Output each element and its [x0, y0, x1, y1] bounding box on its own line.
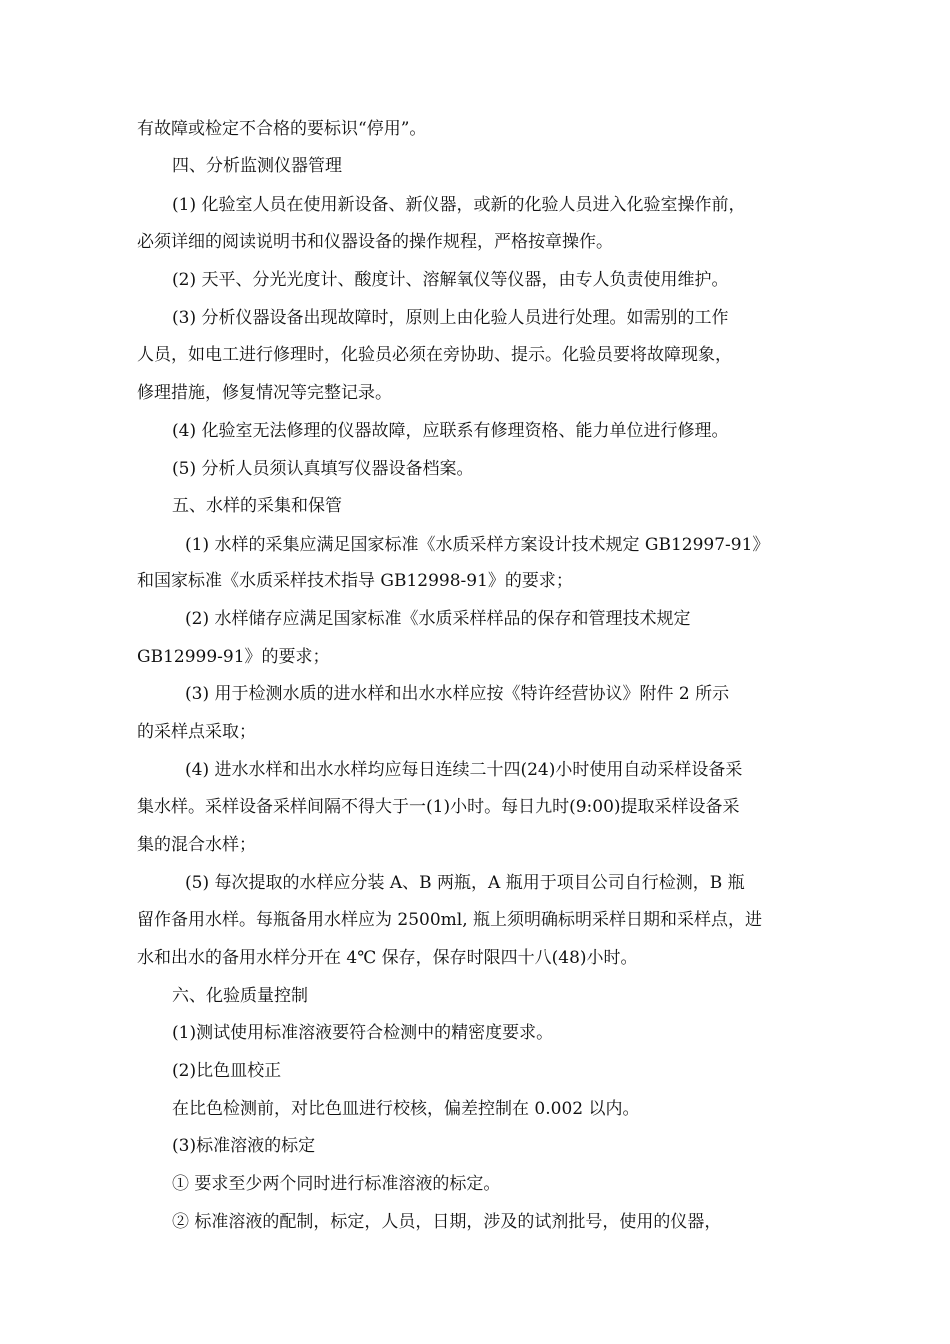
paragraph-line: 人员，如电工进行修理时，化验员必须在旁协助、提示。化验员要将故障现象， — [137, 345, 732, 365]
paragraph-line: 留作备用水样。每瓶备用水样应为 2500ml, 瓶上须明确标明采样日期和采样点，进 — [137, 910, 763, 930]
paragraph-line: ② 标准溶液的配制，标定，人员，日期，涉及的试剂批号，使用的仪器， — [172, 1212, 722, 1232]
paragraph-line: (1)测试使用标准溶液要符合检测中的精密度要求。 — [172, 1023, 554, 1043]
paragraph-line: 在比色检测前，对比色皿进行校核，偏差控制在 0.002 以内。 — [172, 1099, 640, 1119]
paragraph-line: (4) 进水水样和出水水样均应每日连续二十四(24)小时使用自动采样设备采 — [185, 760, 743, 780]
paragraph-line: 集水样。采样设备采样间隔不得大于一(1)小时。每日九时(9:00)提取采样设备采 — [137, 797, 740, 817]
paragraph-line: (2)比色皿校正 — [172, 1061, 282, 1081]
paragraph-line: (5) 每次提取的水样应分装 A、B 两瓶，A 瓶用于项目公司自行检测，B 瓶 — [185, 873, 745, 893]
paragraph-line: ① 要求至少两个同时进行标准溶液的标定。 — [172, 1174, 501, 1194]
paragraph-line: 和国家标准《水质采样技术指导 GB12998-91》的要求； — [137, 571, 573, 591]
paragraph-line: 必须详细的阅读说明书和仪器设备的操作规程，严格按章操作。 — [137, 232, 613, 252]
paragraph-line: 水和出水的备用水样分开在 4℃ 保存，保存时限四十八(48)小时。 — [137, 948, 638, 968]
paragraph-line: (2) 天平、分光光度计、酸度计、溶解氧仪等仪器，由专人负责使用维护。 — [172, 270, 729, 290]
section-heading: 六、化验质量控制 — [172, 986, 308, 1006]
paragraph-line: (1) 化验室人员在使用新设备、新仪器，或新的化验人员进入化验室操作前， — [172, 195, 746, 215]
paragraph-line: 的采样点采取； — [137, 722, 256, 742]
paragraph-line: (3) 用于检测水质的进水样和出水水样应按《特许经营协议》附件 2 所示 — [185, 684, 730, 704]
paragraph-line: 修理措施，修复情况等完整记录。 — [137, 383, 392, 403]
paragraph-line: (3) 分析仪器设备出现故障时，原则上由化验人员进行处理。如需别的工作 — [172, 308, 729, 328]
section-heading: 五、水样的采集和保管 — [172, 496, 342, 516]
paragraph-line: GB12999-91》的要求； — [137, 647, 330, 667]
paragraph-line: 有故障或检定不合格的要标识“停用”。 — [137, 119, 427, 139]
paragraph-line: (3)标准溶液的标定 — [172, 1136, 316, 1156]
section-heading: 四、分析监测仪器管理 — [172, 156, 342, 176]
paragraph-line: (2) 水样储存应满足国家标准《水质采样样品的保存和管理技术规定 — [185, 609, 691, 629]
paragraph-line: 集的混合水样； — [137, 835, 256, 855]
paragraph-line: (1) 水样的采集应满足国家标准《水质采样方案设计技术规定 GB12997-91》 — [185, 535, 770, 555]
paragraph-line: (4) 化验室无法修理的仪器故障，应联系有修理资格、能力单位进行修理。 — [172, 421, 729, 441]
paragraph-line: (5) 分析人员须认真填写仪器设备档案。 — [172, 459, 474, 479]
